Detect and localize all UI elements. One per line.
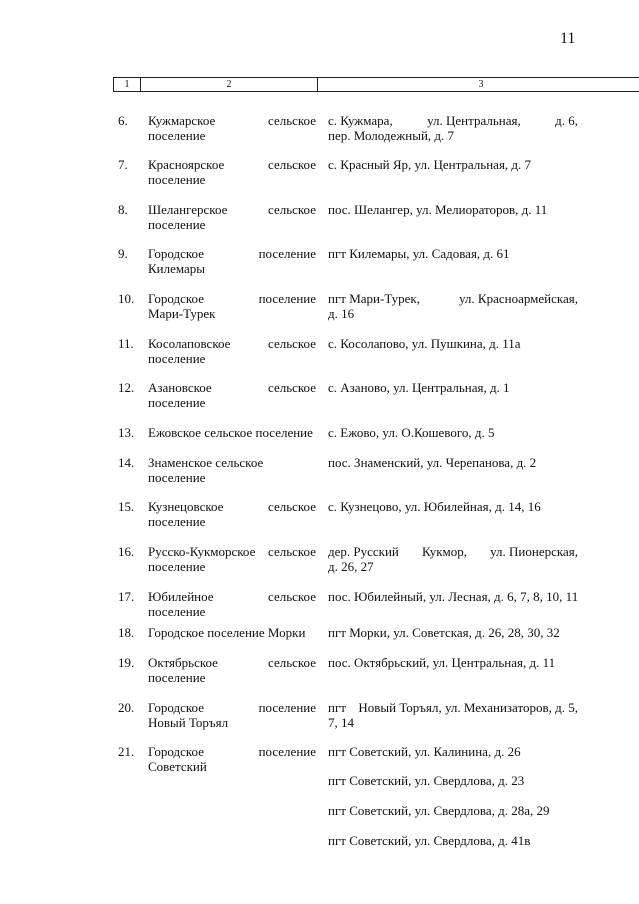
row-number: 20. <box>118 700 135 715</box>
row-number: 9. <box>118 246 128 261</box>
row-number: 13. <box>118 425 135 440</box>
settlement-name: Юбилейное сельское поселение <box>148 589 316 619</box>
header-col-2: 2 <box>226 79 232 90</box>
settlement-name: Городское поселение Килемары <box>148 246 316 276</box>
settlement-name: Городское поселение Мари-Турек <box>148 291 316 321</box>
settlement-name: Красноярское сельское поселение <box>148 157 316 187</box>
settlement-name: Городское поселение Новый Торъял <box>148 700 316 730</box>
header-col-3: 3 <box>478 79 484 90</box>
settlement-address: пгт Советский, ул. Свердлова, д. 28а, 29 <box>328 803 550 818</box>
settlement-address: с. Кужмара, ул. Центральная, д. 6, пер. Молодежный, д. 7 <box>328 113 578 143</box>
settlement-address: с. Ежово, ул. О.Кошевого, д. 5 <box>328 425 495 440</box>
settlement-name: Ежовское сельское поселение <box>148 425 313 440</box>
settlement-address: пгт Мари-Турек, ул. Красноармейская, д. 16 <box>328 291 578 321</box>
settlement-name: Кузнецовское сельское поселение <box>148 499 316 529</box>
settlement-address: пгт Советский, ул. Свердлова, д. 23 <box>328 773 525 788</box>
settlement-address: пгт Килемары, ул. Садовая, д. 61 <box>328 246 510 261</box>
settlement-name: Русско-Кукморское сельское поселение <box>148 544 316 574</box>
settlement-address: с. Косолапово, ул. Пушкина, д. 11а <box>328 336 521 351</box>
settlement-address: пос. Шелангер, ул. Мелиораторов, д. 11 <box>328 202 548 217</box>
settlement-address: пос. Знаменский, ул. Черепанова, д. 2 <box>328 455 537 470</box>
settlement-name: Косолаповское сельское поселение <box>148 336 316 366</box>
settlement-name: Кужмарское сельское поселение <box>148 113 316 143</box>
row-number: 17. <box>118 589 135 604</box>
settlement-address: с. Красный Яр, ул. Центральная, д. 7 <box>328 157 532 172</box>
settlement-address: дер. Русский Кукмор, ул. Пионерская, д. 26, 27 <box>328 544 578 574</box>
settlement-address: с. Кузнецово, ул. Юбилейная, д. 14, 16 <box>328 499 541 514</box>
settlement-address: пгт Советский, ул. Калинина, д. 26 <box>328 744 521 759</box>
row-number: 7. <box>118 157 128 172</box>
settlement-address: пгт Морки, ул. Советская, д. 26, 28, 30, 32 <box>328 625 560 640</box>
row-number: 12. <box>118 380 135 395</box>
settlement-address: пос. Юбилейный, ул. Лесная, д. 6, 7, 8, 10, 11 <box>328 589 579 604</box>
settlement-name: Знаменское сельское поселение <box>148 455 264 485</box>
row-number: 6. <box>118 113 128 128</box>
row-number: 16. <box>118 544 135 559</box>
row-number: 14. <box>118 455 135 470</box>
settlement-address: пгт Новый Торъял, ул. Механизаторов, д. 5, 7, 14 <box>328 700 578 730</box>
row-number: 18. <box>118 625 135 640</box>
table-header <box>113 77 639 92</box>
settlement-name: Городское поселение Морки <box>148 625 306 640</box>
row-number: 21. <box>118 744 135 759</box>
header-col-1: 1 <box>124 79 130 90</box>
settlement-name: Азановское сельское поселение <box>148 380 316 410</box>
row-number: 10. <box>118 291 135 306</box>
row-number: 11. <box>118 336 134 351</box>
settlement-address: пгт Советский, ул. Свердлова, д. 41в <box>328 833 531 848</box>
settlement-name: Городское поселение Советский <box>148 744 316 774</box>
row-number: 8. <box>118 202 128 217</box>
settlement-address: пос. Октябрьский, ул. Центральная, д. 11 <box>328 655 556 670</box>
page-number: 11 <box>560 30 576 47</box>
row-number: 15. <box>118 499 135 514</box>
settlement-name: Шелангерское сельское поселение <box>148 202 316 232</box>
row-number: 19. <box>118 655 135 670</box>
settlement-name: Октябрьское сельское поселение <box>148 655 316 685</box>
settlement-address: с. Азаново, ул. Центральная, д. 1 <box>328 380 510 395</box>
